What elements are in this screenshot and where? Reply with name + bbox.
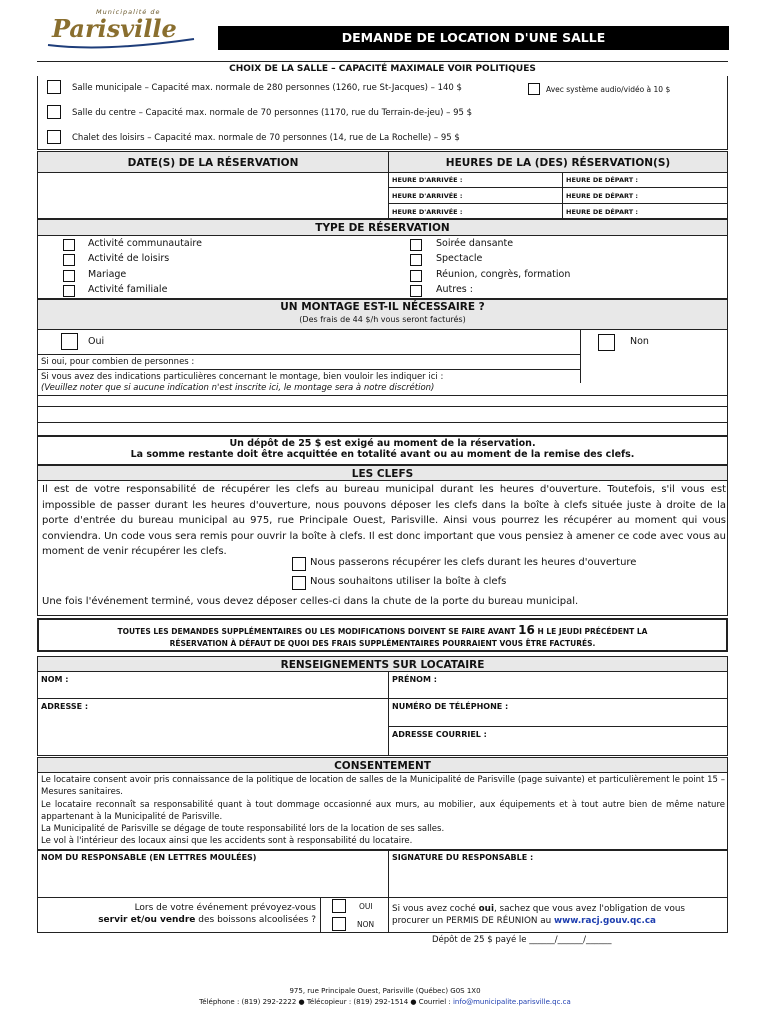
type-loisirs-checkbox[interactable] [63, 254, 75, 266]
footer-email-link[interactable]: info@municipalite.parisville.qc.ca [452, 998, 571, 1006]
depot-line1: Un dépôt de 25 $ est exigé au moment de la réservation. [229, 438, 536, 449]
alcool-non-label: NON [357, 920, 375, 929]
type-familiale-checkbox[interactable] [63, 285, 75, 297]
alcool-question: Lors de votre événement prévoyez-vous servir et/ou vendre des boissons alcoolisées ? [98, 903, 316, 925]
av-label: Avec système audio/vidéo à 10 $ [546, 85, 671, 94]
depot-paye-line[interactable]: Dépôt de 25 $ payé le ______/______/______ [432, 935, 612, 945]
alcool-oui-label: OUI [359, 902, 373, 911]
type-reunion-checkbox[interactable] [410, 270, 422, 282]
type-heading: TYPE DE RÉSERVATION [37, 219, 728, 236]
dates-heading-left: DATE(S) DE LA RÉSERVATION [37, 151, 389, 173]
depart-1[interactable]: HEURE DE DÉPART : [566, 176, 639, 184]
room3-checkbox[interactable] [47, 130, 61, 144]
type-mariage-checkbox[interactable] [63, 270, 75, 282]
av-checkbox[interactable] [528, 83, 540, 95]
room2-checkbox[interactable] [47, 105, 61, 119]
type-familiale-label: Activité familiale [88, 284, 168, 295]
clefs-after: Une fois l'événement terminé, vous devez déposer celles-ci dans la chute de la porte du bureau municipal. [42, 596, 579, 607]
montage-q3: (Veuillez noter que si aucune indication n'est inscrite ici, le montage sera à notre discrétion) [41, 383, 435, 393]
clefs-boite-checkbox[interactable] [292, 576, 306, 590]
choix-heading: CHOIX DE LA SALLE – CAPACITÉ MAXIMALE VOIR POLITIQUES [37, 61, 728, 76]
type-mariage-label: Mariage [88, 269, 127, 280]
arrivee-2[interactable]: HEURE D'ARRIVÉE : [392, 192, 463, 200]
type-loisirs-label: Activité de loisirs [88, 253, 170, 264]
footer [0, 986, 770, 1008]
logo-subtitle: Municipalité de [96, 8, 161, 16]
room3-label: Chalet des loisirs – Capacité max. normale de 70 personnes (14, rue de La Rochelle) – 95 $ [72, 133, 460, 143]
municipal-logo [44, 8, 199, 50]
montage-sub: (Des frais de 44 $/h vous seront facturés) [299, 315, 466, 324]
courriel-field[interactable]: ADRESSE COURRIEL : [392, 730, 487, 739]
notice-line2: RÉSERVATION À DÉFAUT DE QUOI DES FRAIS SUPPLÉMENTAIRES POURRAIENT VOUS ÊTRE FACTURÉS. [169, 639, 596, 648]
footer-address: 975, rue Principale Ouest, Parisville (Québec) G0S 1X0 [289, 987, 481, 995]
type-spectacle-label: Spectacle [436, 253, 483, 264]
clefs-heures-label: Nous passerons récupérer les clefs durant les heures d'ouverture [310, 557, 637, 568]
arrivee-3[interactable]: HEURE D'ARRIVÉE : [392, 208, 463, 216]
alcool-oui-checkbox[interactable] [332, 899, 346, 913]
signature-field[interactable]: SIGNATURE DU RESPONSABLE : [392, 853, 534, 862]
logo-name: Parisville [52, 14, 177, 43]
adresse-field[interactable]: ADRESSE : [41, 702, 89, 711]
consent-p4: Le vol à l'intérieur des locaux ainsi que les accidents sont à responsabilité du locataire. [41, 836, 413, 847]
type-soiree-checkbox[interactable] [410, 239, 422, 251]
consent-p1: Le locataire consent avoir pris connaissance de la politique de location de salles de la Municipalité de Parisville (page suivante) et particulièrement le point 15 – Mesures sanitaires. [41, 775, 725, 798]
room1-label: Salle municipale – Capacité max. normale de 280 personnes (1260, rue St-Jacques) – 140 $ [72, 83, 462, 93]
arrivee-1[interactable]: HEURE D'ARRIVÉE : [392, 176, 463, 184]
montage-oui-label: Oui [88, 336, 105, 347]
footer-contact: Téléphone : (819) 292-2222 ● Télécopieur : (819) 292-1514 ● Courriel : info@municipalite.parisville.qc.ca [199, 998, 571, 1006]
notice-line1: TOUTES LES DEMANDES SUPPLÉMENTAIRES OU LES MODIFICATIONS DOIVENT SE FAIRE AVANT 16 H LE JEUDI PRÉCÉDENT LA [117, 623, 648, 637]
nom-responsable-field[interactable]: NOM DU RESPONSABLE (EN LETTRES MOULÉES) [41, 853, 257, 862]
consent-text [41, 774, 725, 848]
depot-box [37, 436, 728, 465]
page-title: DEMANDE DE LOCATION D'UNE SALLE [341, 30, 606, 45]
clefs-heures-checkbox[interactable] [292, 557, 306, 571]
montage-q2: Si vous avez des indications particulières concernant le montage, bien vouloir les indiquer ici : [41, 372, 444, 382]
montage-non-checkbox[interactable] [598, 334, 615, 351]
consent-p2: Le locataire reconnaît sa responsabilité quant à tout dommage occasionné aux murs, au mobilier, aux équipements et à tout autre bien de même nature appartenant à la Municipalité de Parisville. [41, 799, 725, 822]
montage-q1[interactable]: Si oui, pour combien de personnes : [41, 357, 195, 367]
type-reunion-label: Réunion, congrès, formation [436, 269, 571, 280]
racj-link[interactable]: www.racj.gouv.qc.ca [554, 916, 656, 926]
type-soiree-label: Soirée dansante [436, 238, 514, 249]
clefs-boite-label: Nous souhaitons utiliser la boîte à clefs [310, 576, 507, 587]
locataire-box [37, 671, 728, 756]
depart-2[interactable]: HEURE DE DÉPART : [566, 192, 639, 200]
consent-p3: La Municipalité de Parisville se dégage de toute responsabilité lors de la location de ses salles. [41, 824, 445, 835]
consent-heading: CONSENTEMENT [37, 757, 728, 773]
type-autres-checkbox[interactable] [410, 285, 422, 297]
prenom-field[interactable]: PRÉNOM : [392, 675, 437, 684]
depart-3[interactable]: HEURE DE DÉPART : [566, 208, 639, 216]
alcool-info: Si vous avez coché oui, sachez que vous avez l'obligation de vous procurer un PERMIS DE RÉUNION au www.racj.gouv.qc.ca [392, 904, 685, 926]
title-bar [218, 26, 729, 50]
dates-heading-right: HEURES DE LA (DES) RÉSERVATION(S) [388, 151, 728, 173]
montage-oui-checkbox[interactable] [61, 333, 78, 350]
alcool-non-checkbox[interactable] [332, 917, 346, 931]
clefs-paragraph: Il est de votre responsabilité de récupérer les clefs au bureau municipal durant les heures d'ouverture. Toutefois, s'il vous est impossible de passer durant les heures d'ouverture, nous pouvons déposer les clefs dans la boîte à clefs située juste à droite de la porte d'entrée du bureau municipal au 975, rue Principale Ouest, Parisville. Ainsi vous pourrez les récupérer au moment qui vous conviendra. Un code vous sera remis pour ouvrir la boîte à clefs. Il est donc important que vous pensiez à amener ce code avec vous au moment de venir récupérer les clefs. [42, 484, 726, 557]
nom-field[interactable]: NOM : [41, 675, 69, 684]
logo-swoosh [44, 36, 199, 50]
notice-hour: 16 [518, 623, 535, 637]
notice-box [37, 618, 728, 652]
room1-checkbox[interactable] [47, 80, 61, 94]
telephone-field[interactable]: NUMÉRO DE TÉLÉPHONE : [392, 702, 509, 711]
type-communautaire-label: Activité communautaire [88, 238, 202, 249]
montage-non-label: Non [630, 336, 649, 347]
locataire-heading: RENSEIGNEMENTS SUR LOCATAIRE [37, 656, 728, 672]
montage-heading: UN MONTAGE EST-IL NÉCESSAIRE ? (Des frais de 44 $/h vous seront facturés) [37, 299, 728, 330]
type-communautaire-checkbox[interactable] [63, 239, 75, 251]
clefs-heading: LES CLEFS [37, 465, 728, 481]
type-autres-label: Autres : [436, 284, 473, 295]
depot-line2: La somme restante doit être acquittée en totalité avant ou au moment de la remise des clefs. [130, 449, 635, 460]
type-spectacle-checkbox[interactable] [410, 254, 422, 266]
room2-label: Salle du centre – Capacité max. normale de 70 personnes (1170, rue du Terrain-de-jeu) – 95 $ [72, 108, 473, 118]
